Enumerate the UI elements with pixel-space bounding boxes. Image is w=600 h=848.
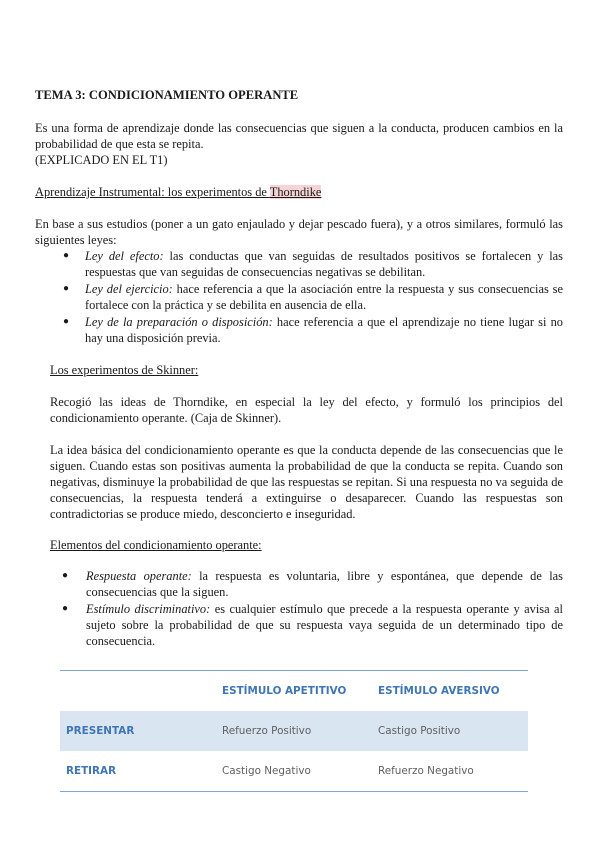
skinner-heading-text: Los experimentos de Skinner: xyxy=(50,363,199,377)
bullet-icon: ● xyxy=(63,316,70,327)
table-cell: Refuerzo Negativo xyxy=(372,751,528,792)
conditioning-table xyxy=(60,670,528,792)
element-desc: es cualquier estímulo que precede a la respuesta operante y avisa al sujeto sobre la probabilidad de que su respuesta vaya seguida de un determinado tipo de consecuencia. xyxy=(86,602,563,648)
table-header-row xyxy=(60,671,528,712)
intro-note: (EXPLICADO EN EL T1) xyxy=(35,153,168,167)
skinner-heading xyxy=(50,362,563,378)
table-header-cell: ESTÍMULO APETITIVO xyxy=(216,671,372,712)
thorndike-heading xyxy=(35,184,563,200)
list-item xyxy=(35,314,563,346)
law-term: Ley de la preparación o disposición: xyxy=(85,315,273,329)
elements-list xyxy=(50,568,563,650)
law-desc: hace referencia a que el aprendizaje no tiene lugar si no hay una disposición previa. xyxy=(85,315,564,345)
table-header-cell xyxy=(60,671,216,712)
page-title: TEMA 3: CONDICIONAMIENTO OPERANTE xyxy=(35,88,299,102)
table-row xyxy=(60,711,528,751)
bullet-icon: ● xyxy=(63,283,70,294)
list-item xyxy=(50,568,563,600)
table-cell: Castigo Negativo xyxy=(216,751,372,792)
row-label: RETIRAR xyxy=(60,751,216,792)
bullet-icon: ● xyxy=(63,250,70,261)
table-cell: Refuerzo Positivo xyxy=(216,711,372,751)
thorndike-paragraph: En base a sus estudios (poner a un gato enjaulado y dejar pescado fuera), y a otros similares, formuló las siguientes leyes: xyxy=(35,217,563,247)
law-desc: las conductas que van seguidas de resultados positivos se fortalecen y las respuestas que van seguidas de consecuencias negativas se debilitan. xyxy=(85,249,563,279)
law-term: Ley del efecto: xyxy=(85,249,164,263)
skinner-paragraph-2: La idea básica del condicionamiento operante es que la conducta depende de las consecuencias que le siguen. Cuando estas son positivas aumenta la probabilidad de que la conducta se repita. Cuando son negativas, disminuye la probabilidad de que las respuestas se repitan. Si una respuesta no va seguida de consecuencias, la respuesta tenderá a extinguirse o desaparecer. Cuando las respuestas son contradictorias se produce miedo, desconcierto e inseguridad. xyxy=(50,443,563,521)
intro-paragraph xyxy=(35,120,563,168)
thorndike-highlight: Thorndike xyxy=(269,185,322,199)
list-item xyxy=(35,248,563,280)
table-cell: Castigo Positivo xyxy=(372,711,528,751)
elements-heading xyxy=(50,537,563,553)
laws-list xyxy=(35,248,563,347)
list-item xyxy=(50,601,563,649)
row-label: PRESENTAR xyxy=(60,711,216,751)
table-row xyxy=(60,751,528,792)
bullet-icon: ● xyxy=(62,570,69,581)
bullet-icon: ● xyxy=(62,603,69,614)
thorndike-heading-text: Aprendizaje Instrumental: los experimentos de xyxy=(35,185,270,199)
elements-heading-text: Elementos del condicionamiento operante: xyxy=(50,538,262,552)
law-desc: hace referencia a que la asociación entre la respuesta y sus consecuencias se fortalece con la práctica y se debilita en ausencia de ella. xyxy=(85,282,564,312)
table-header-cell: ESTÍMULO AVERSIVO xyxy=(372,671,528,712)
law-term: Ley del ejercicio: xyxy=(85,282,173,296)
intro-text: Es una forma de aprendizaje donde las consecuencias que siguen a la conducta, producen cambios en la probabilidad de que esta se repita. xyxy=(35,121,563,151)
element-term: Estímulo discriminativo: xyxy=(86,602,211,616)
element-desc: la respuesta es voluntaria, libre y espontánea, que depende de las consecuencias que la siguen. xyxy=(86,569,563,599)
list-item xyxy=(35,281,563,313)
element-term: Respuesta operante: xyxy=(86,569,192,583)
skinner-paragraph-1: Recogió las ideas de Thorndike, en especial la ley del efecto, y formuló los principios del condicionamiento operante. (Caja de Skinner). xyxy=(50,395,563,425)
